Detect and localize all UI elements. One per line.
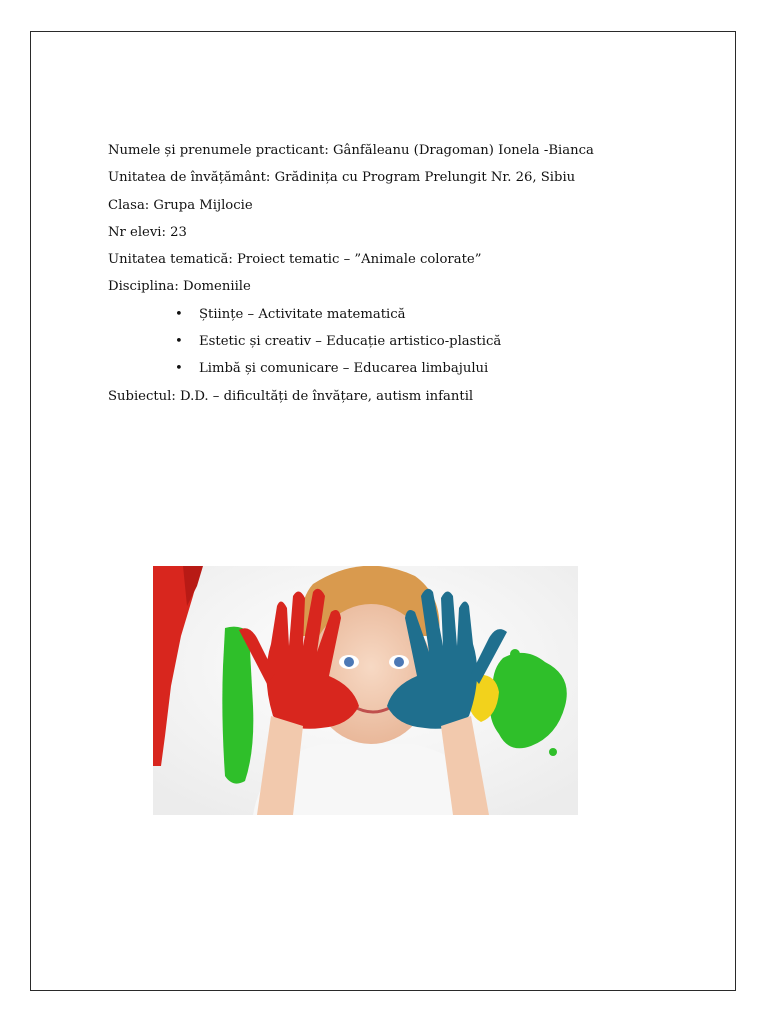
document-page	[30, 31, 736, 991]
document-body	[108, 137, 708, 410]
photo-illustration	[153, 566, 578, 815]
child-painted-hands-photo	[153, 566, 578, 815]
practicant-line: Numele și prenumele practicant: Gânfăleanu (Dragoman) Ionela -Bianca	[108, 143, 594, 158]
bullet-icon: •	[175, 361, 183, 377]
unitatea-tematica-line: Unitatea tematică: Proiect tematic – ”Animale colorate”	[108, 252, 482, 268]
nr-elevi-line: Nr elevi: 23	[108, 224, 187, 240]
unitatea-line: Unitatea de învățământ: Grădinița cu Program Prelungit Nr. 26, Sibiu	[108, 170, 576, 186]
domeniu-item	[108, 328, 708, 355]
clasa-line: Clasa: Grupa Mijlocie	[108, 197, 253, 213]
domeniu-item	[108, 301, 708, 328]
domeniu-item	[108, 355, 708, 382]
domeniu-text: Estetic și creativ – Educație artistico-plastică	[199, 334, 502, 350]
domenii-list	[108, 301, 708, 383]
disciplina-line: Disciplina: Domeniile	[108, 279, 251, 295]
subiectul-line: Subiectul: D.D. – dificultăți de învățare, autism infantil	[108, 388, 474, 404]
domeniu-text: Științe – Activitate matematică	[199, 306, 406, 322]
bullet-icon: •	[175, 334, 183, 350]
domeniu-text: Limbă și comunicare – Educarea limbajului	[199, 361, 489, 377]
bullet-icon: •	[175, 306, 183, 322]
